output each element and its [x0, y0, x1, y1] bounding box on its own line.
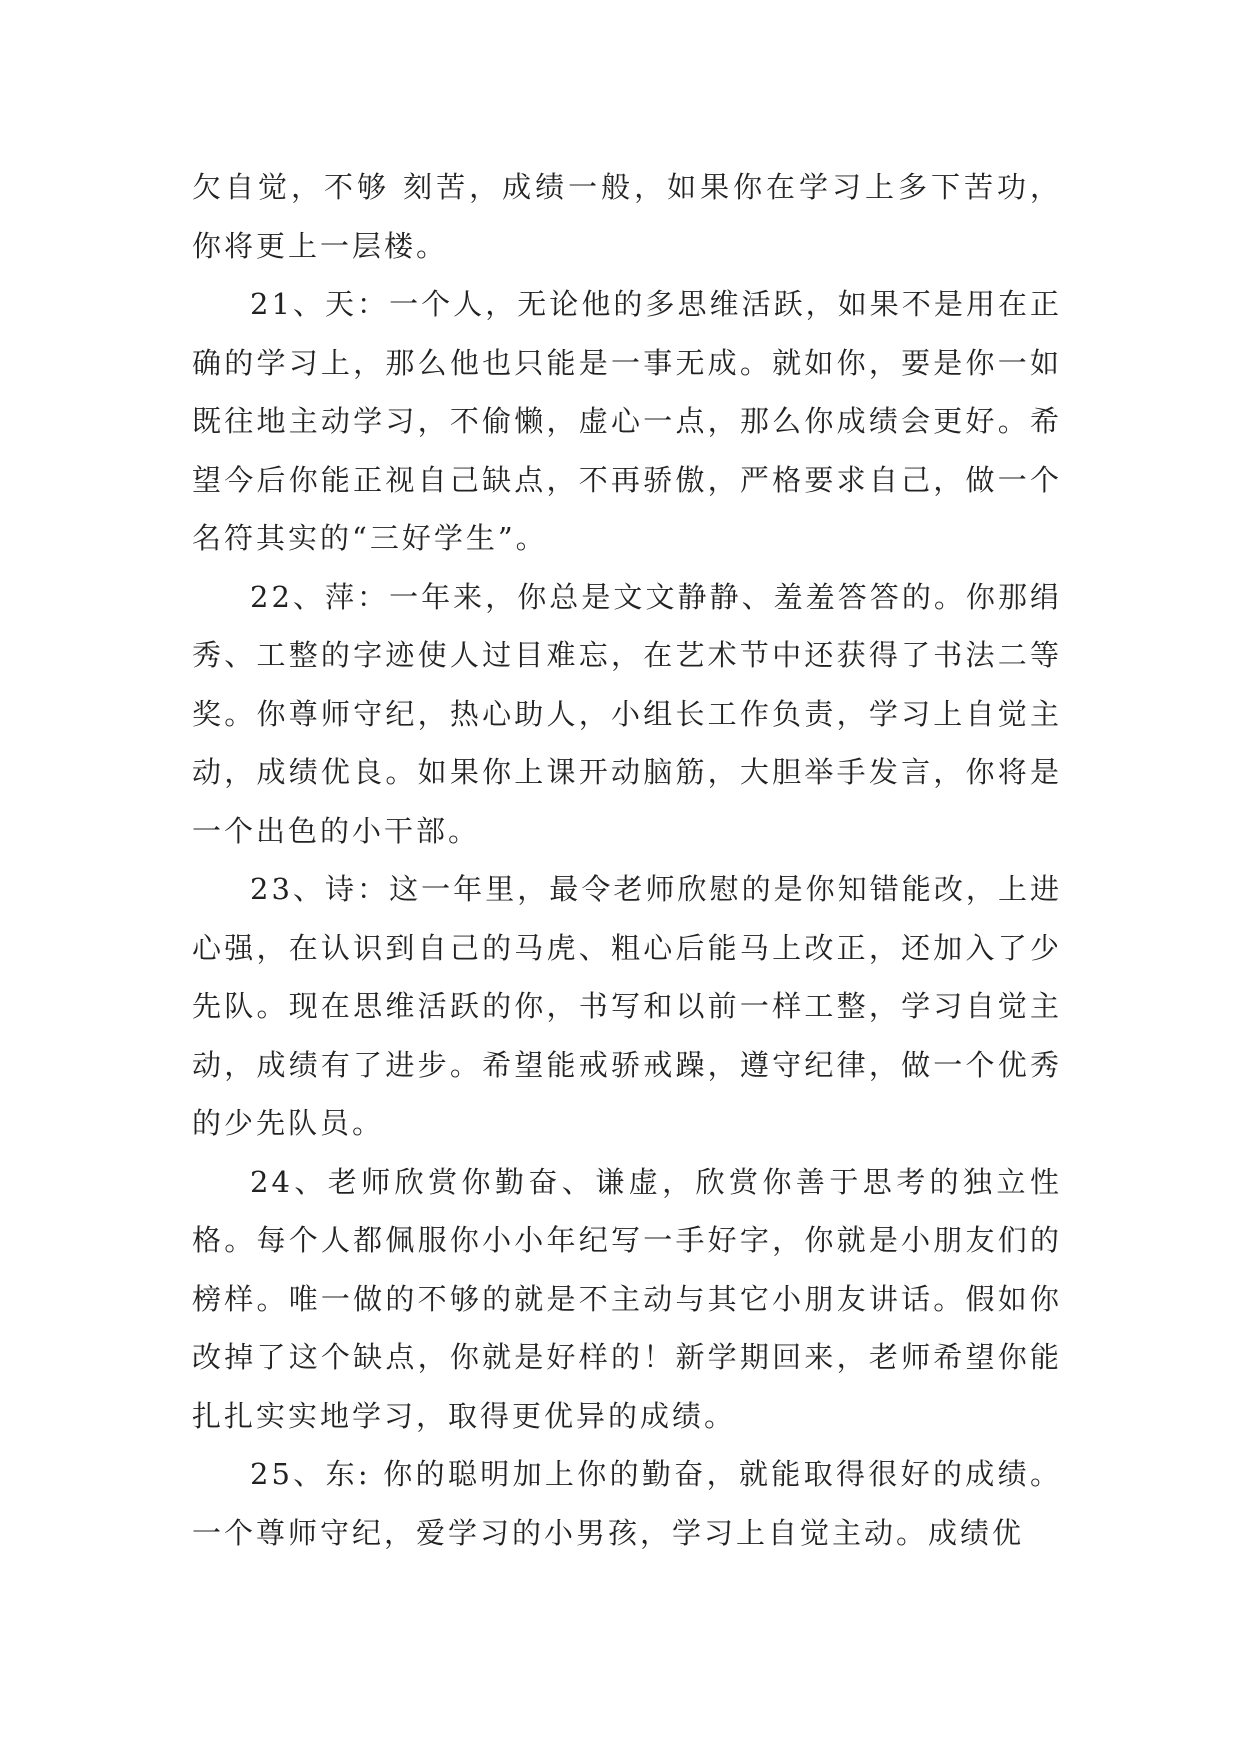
- paragraph-comment-24: 24、老师欣赏你勤奋、谦虚，欣赏你善于思考的独立性格。每个人都佩服你小小年纪写一手好字，你就是小朋友们的榜样。唯一做的不够的就是不主动与其它小朋友讲话。假如你改掉了这个缺点，你就是好样的！新学期回来，老师希望你能扎扎实实地学习，取得更优异的成绩。: [192, 1164, 1062, 1433]
- paragraph-continuation: 欠自觉，不够 刻苦，成绩一般，如果你在学习上多下苦功，你将更上一层楼。: [192, 170, 1062, 263]
- document-body: [192, 158, 1062, 1562]
- paragraph-comment-25: 25、东: 你的聪明加上你的勤奋，就能取得很好的成绩。一个尊师守纪，爱学习的小男孩，学习上自觉主动。成绩优: [192, 1457, 1062, 1550]
- paragraph-comment-22: 22、萍：一年来，你总是文文静静、羞羞答答的。你那绢秀、工整的字迹使人过目难忘，在艺术节中还获得了书法二等奖。你尊师守纪，热心助人，小组长工作负责，学习上自觉主动，成绩优良。如果你上课开动脑筋，大胆举手发言，你将是一个出色的小干部。: [192, 579, 1062, 848]
- paragraph-comment-23: 23、诗：这一年里，最令老师欣慰的是你知错能改，上进心强，在认识到自己的马虎、粗心后能马上改正，还加入了少先队。现在思维活跃的你，书写和以前一样工整，学习自觉主动，成绩有了进步。希望能戒骄戒躁，遵守纪律，做一个优秀的少先队员。: [192, 872, 1062, 1140]
- paragraph-comment-21: 21、天：一个人，无论他的多思维活跃，如果不是用在正确的学习上，那么他也只能是一事无成。就如你，要是你一如既往地主动学习，不偷懒，虚心一点，那么你成绩会更好。希望今后你能正视自己缺点，不再骄傲，严格要求自己，做一个名符其实的“三好学生”。: [192, 287, 1062, 555]
